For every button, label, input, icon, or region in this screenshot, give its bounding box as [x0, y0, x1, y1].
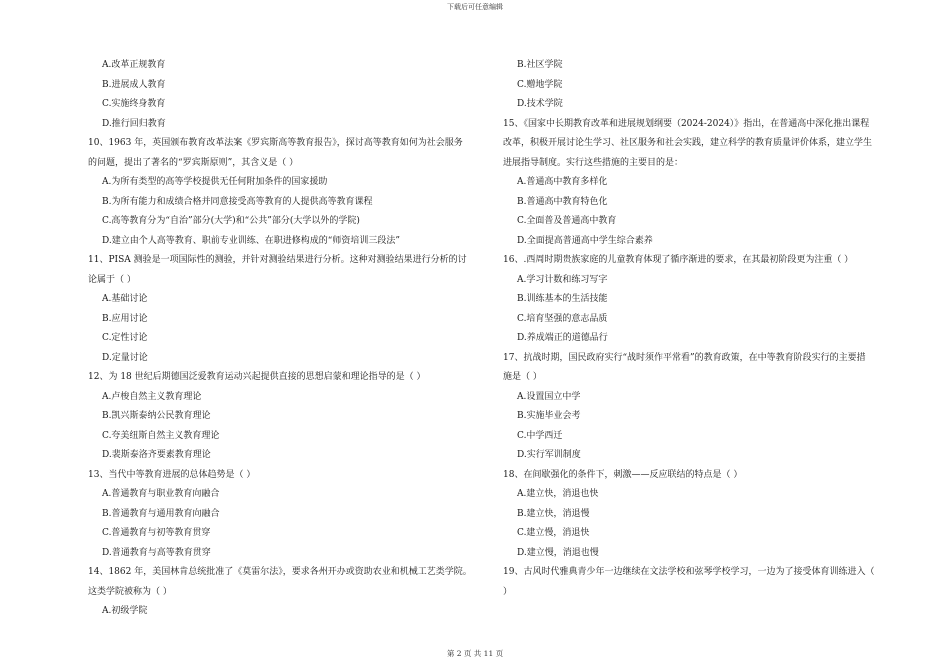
question-stem: 15、《国家中长期教育改革和进展规划纲要（2024-2024）》指出，在普通高中深化推出课程	[503, 118, 870, 129]
left-column	[88, 56, 498, 622]
answer-option: B.社区学院	[517, 60, 563, 70]
answer-option: B.建立快，消退慢	[517, 508, 590, 519]
answer-option: A.卢梭自然主义教育理论	[102, 391, 202, 402]
answer-option: D.建立慢，消退也慢	[517, 547, 599, 558]
answer-option: A.基础讨论	[102, 294, 148, 304]
question-continuation: 这类学院被称为（ ）	[88, 586, 172, 597]
question-continuation: 改革，积极开展讨论生学习、社区服务和社会实践，建立科学的教育质量评价体系，建立学生	[503, 138, 873, 148]
answer-option: A.为所有类型的高等学校提供无任何附加条件的国家援助	[102, 177, 328, 187]
answer-option: C.中学西迁	[517, 430, 563, 441]
question-continuation: ）	[503, 586, 513, 597]
answer-option: A.改革正规教育	[102, 60, 166, 70]
answer-option: C.赠地学院	[517, 79, 563, 90]
answer-option: C.普通教育与初等教育贯穿	[102, 528, 211, 538]
answer-option: B.普通教育与通用教育向融合	[102, 508, 220, 519]
question-stem: 12、为 18 世纪后期德国泛爱教育运动兴起提供直接的思想启蒙和理论指导的是（ ）	[88, 372, 426, 382]
answer-option: C.实施终身教育	[102, 99, 166, 109]
question-stem: 19、古风时代雅典青少年一边继续在文法学校和弦琴学校学习，一边为了接受体育训练进入（	[503, 567, 875, 577]
answer-option: C.全面普及普通高中教育	[517, 216, 617, 226]
answer-option: D.推行回归教育	[102, 118, 166, 129]
answer-option: B.训练基本的生活技能	[517, 294, 608, 304]
answer-option: B.普通高中教育特色化	[517, 196, 608, 207]
page-header: 下载后可任意编辑	[447, 3, 503, 11]
question-continuation: 施是（ ）	[503, 372, 542, 382]
answer-option: B.凯兴斯泰纳公民教育理论	[102, 411, 211, 421]
answer-option: B.应用讨论	[102, 313, 148, 324]
question-continuation: 论属于（ ）	[88, 274, 136, 285]
question-stem: 17、抗战时期，国民政府实行“战时须作平常看”的教育政策，在中等教育阶段实行的主要措	[503, 352, 866, 363]
question-stem: 10、1963 年，英国颁布教育改革法案《罗宾斯高等教育报告》，探讨高等教育如何为社会服务	[88, 138, 463, 148]
answer-option: B.实施毕业会考	[517, 411, 581, 421]
answer-option: C.建立慢，消退快	[517, 528, 590, 538]
answer-option: B.进展成人教育	[102, 79, 166, 90]
answer-option: A.设置国立中学	[517, 391, 581, 402]
answer-option: C.夸美纽斯自然主义教育理论	[102, 430, 220, 441]
answer-option: A.建立快，消退也快	[517, 489, 599, 499]
question-stem: 16、.西周时期贵族家庭的儿童教育体现了循序渐进的要求，在其最初阶段更为注重（ ）	[503, 255, 854, 265]
right-column	[503, 56, 903, 602]
answer-option: D.技术学院	[517, 99, 563, 109]
answer-option: D.全面提高普通高中学生综合素养	[517, 235, 653, 246]
question-stem: 18、在间歇强化的条件下，刺激——反应联结的特点是（ ）	[503, 469, 743, 480]
answer-option: D.定量讨论	[102, 352, 148, 363]
question-continuation: 进展指导制度。实行这些措施的主要目的是：	[503, 157, 684, 168]
answer-option: D.实行军训制度	[517, 450, 581, 460]
question-continuation: 的问题，提出了著名的“罗宾斯原则”，其含义是（ ）	[88, 157, 299, 168]
answer-option: C.定性讨论	[102, 333, 148, 343]
answer-option: A.初级学院	[102, 606, 148, 616]
answer-option: D.养成端正的道德品行	[517, 333, 608, 343]
question-stem: 14、1862 年，美国林肯总统批准了《莫雷尔法》，要求各州开办或资助农业和机械工艺类学院。	[88, 567, 472, 577]
answer-option: A.普通高中教育多样化	[517, 177, 608, 187]
question-stem: 11、PISA 测验是一项国际性的测验，并针对测验结果进行分析。这种对测验结果进行分析的讨	[88, 255, 467, 265]
answer-option: D.普通教育与高等教育贯穿	[102, 547, 211, 558]
answer-option: D.建立由个人高等教育、职前专业训练、在职进修构成的“师资培训三段法”	[102, 235, 400, 246]
answer-option: A.学习计数和练习写字	[517, 274, 608, 285]
answer-option: C.高等教育分为“自治”部分(大学)和“公共”部分(大学以外的学院)	[102, 216, 360, 226]
answer-option: A.普通教育与职业教育向融合	[102, 489, 220, 499]
question-stem: 13、当代中等教育进展的总体趋势是（ ）	[88, 469, 256, 480]
answer-option: C.培育坚强的意志品质	[517, 313, 608, 324]
answer-option: D.裴斯泰洛齐要素教育理论	[102, 450, 211, 460]
page-footer: 第 2 页 共 11 页	[446, 649, 504, 658]
answer-option: B.为所有能力和成绩合格并同意接受高等教育的人提供高等教育课程	[102, 196, 373, 207]
